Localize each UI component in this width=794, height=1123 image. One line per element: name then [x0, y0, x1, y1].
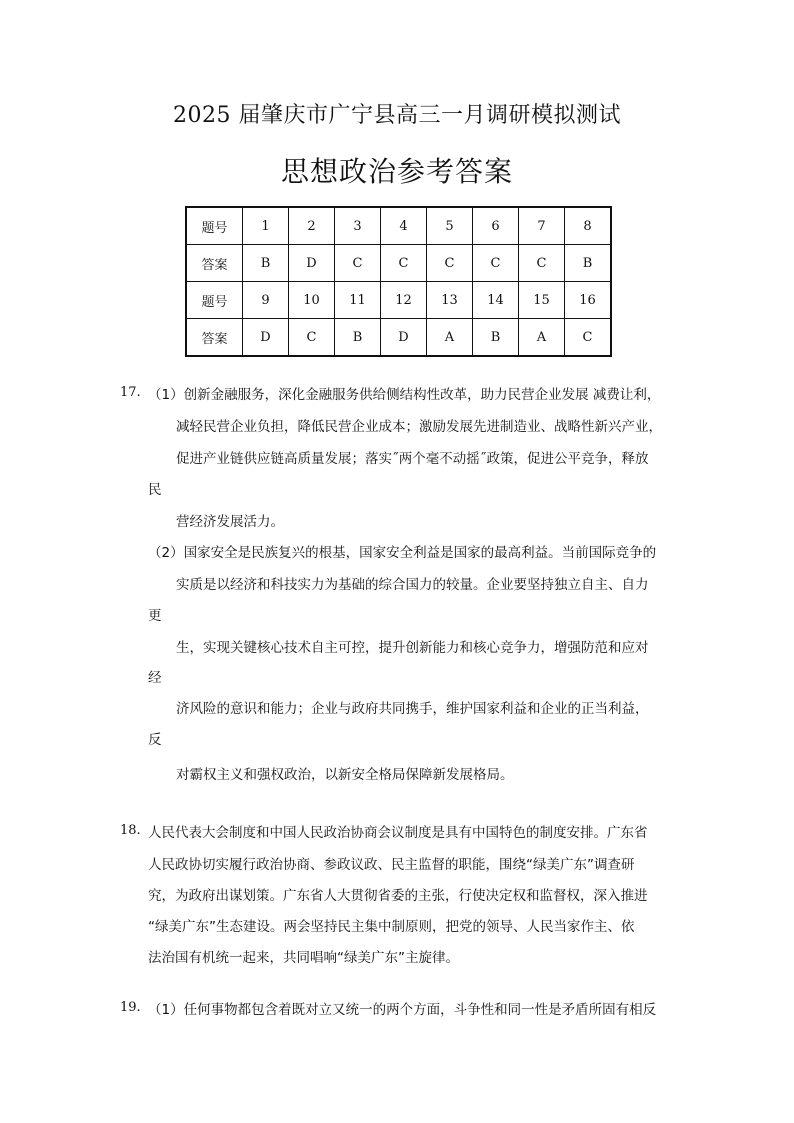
answer-table-cell: C	[473, 245, 519, 282]
answer-table-row-label: 答案	[186, 245, 243, 282]
answer-table-cell: B	[473, 319, 519, 357]
answer-table-cell: D	[289, 245, 335, 282]
q17-text-line: 济风险的意识和能力；企业与政府共同携手，维护国家利益和企业的正当利益，	[176, 701, 649, 717]
answer-table-cell: A	[519, 319, 565, 357]
q17-text-line: 对霸权主义和强权政治，以新安全格局保障新发展格局。	[176, 767, 514, 783]
answer-table-cell: 7	[519, 207, 565, 245]
q17-number: 17.	[120, 385, 141, 400]
answer-table-cell: 3	[335, 207, 381, 245]
answer-table-cell: 6	[473, 207, 519, 245]
q17-text-line: 民	[148, 482, 162, 498]
answer-table-cell: 12	[381, 282, 427, 319]
q17-text-line: （2）国家安全是民族复兴的根基，国家安全利益是国家的最高利益。当前国际竞争的	[148, 545, 657, 561]
answer-table-cell: C	[427, 245, 473, 282]
document-subtitle: 思想政治参考答案	[280, 155, 513, 188]
q17-text-line: 更	[148, 608, 162, 624]
answer-table-cell: B	[335, 319, 381, 357]
q17-text-line: （1）创新金融服务，深化金融服务供给侧结构性改革，助力民营企业发展 减费让利，	[148, 387, 661, 403]
document-title: 2025 届肇庆市广宁县高三一月调研模拟测试	[173, 103, 621, 128]
q18-text-line: 究，为政府出谋划策。广东省人大贯彻省委的主张，行使决定权和监督权，深入推进	[148, 888, 648, 904]
q18-text-line: “绿美广东”生态建设。两会坚持民主集中制原则，把党的领导、人民当家作主、依	[148, 919, 635, 935]
answer-table-cell: 1	[243, 207, 289, 245]
answer-table-cell: C	[381, 245, 427, 282]
q17-text-line: 营经济发展活力。	[176, 514, 284, 530]
answer-table-cell: D	[381, 319, 427, 357]
answer-table-row	[186, 207, 611, 245]
answer-table-cell: 13	[427, 282, 473, 319]
answer-table-row-label: 题号	[186, 207, 243, 245]
answer-table-cell: B	[243, 245, 289, 282]
answer-table-cell: 8	[565, 207, 612, 245]
q18-number: 18.	[120, 823, 141, 838]
q17-text-line: 促进产业链供应链高质量发展；落实˝两个毫不动摇˝政策，促进公平竞争，释放	[176, 451, 649, 467]
answer-table	[185, 206, 612, 357]
answer-table-cell: 14	[473, 282, 519, 319]
answer-table-cell: 4	[381, 207, 427, 245]
answer-table-cell: 5	[427, 207, 473, 245]
answer-table-cell: C	[565, 319, 612, 357]
q19-number: 19.	[120, 1000, 141, 1015]
answer-table-cell: A	[427, 319, 473, 357]
q17-text-line: 实质是以经济和科技实力为基础的综合国力的较量。企业要坚持独立自主、自力	[176, 577, 649, 593]
q17-text-line: 经	[148, 670, 162, 686]
answer-table-row-label: 答案	[186, 319, 243, 357]
answer-table-row	[186, 245, 611, 282]
q18-text-line: 人民代表大会制度和中国人民政治协商会议制度是具有中国特色的制度安排。广东省	[148, 825, 648, 841]
q19-text-line: （1）任何事物都包含着既对立又统一的两个方面，斗争性和同一性是矛盾所固有相反	[148, 1002, 657, 1018]
q17-text-line: 减轻民营企业负担，降低民营企业成本；激励发展先进制造业、战略性新兴产业，	[176, 419, 662, 435]
answer-table-cell: C	[519, 245, 565, 282]
answer-table-cell: 11	[335, 282, 381, 319]
q18-text-line: 法治国有机统一起来，共同唱响“绿美广东”主旋律。	[148, 950, 459, 966]
q17-text-line: 反	[148, 732, 162, 748]
answer-table-cell: 10	[289, 282, 335, 319]
answer-table-cell: 16	[565, 282, 612, 319]
answer-table-row	[186, 319, 611, 357]
answer-table-cell: C	[335, 245, 381, 282]
answer-table-cell: 9	[243, 282, 289, 319]
answer-table-cell: 2	[289, 207, 335, 245]
answer-table-row-label: 题号	[186, 282, 243, 319]
answer-table-cell: C	[289, 319, 335, 357]
answer-table-cell: 15	[519, 282, 565, 319]
answer-table-row	[186, 282, 611, 319]
q18-text-line: 人民政协切实履行政治协商、参政议政、民主监督的职能，围绕“绿美广东”调查研	[148, 857, 635, 873]
answer-table-cell: D	[243, 319, 289, 357]
q17-text-line: 生，实现关键核心技术自主可控，提升创新能力和核心竞争力，增强防范和应对	[176, 640, 649, 656]
answer-table-cell: B	[565, 245, 612, 282]
